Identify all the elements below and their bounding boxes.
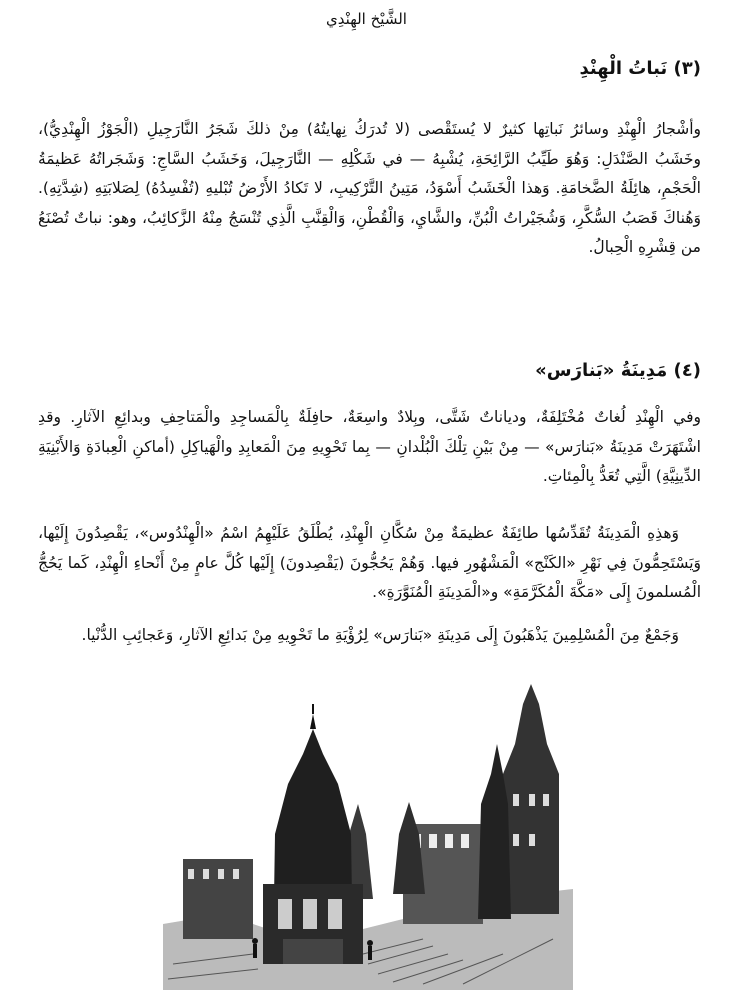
section-title-plants: (٣) نَباتُ الْهِنْدِ [579,58,701,79]
paragraph-plants: وأشْجارُ الْهِنْدِ وسائرُ نَباتِها كثيرٌ لا يُستَقْصى (لا تُدرَكُ نِهايتُهُ) مِنْ ذلكَ شَجَرُ النَّارَجِيلِ (الْجَوْزُ الْهِنْدِيُّ)، وخَشَبُ الصَّنْدَلِ: وَهُوَ طَيِّبُ الرَّائِحَةِ، يُشْبِهُ — في شَكْلِهِ — النَّارَجِيلَ، وَخَشَبُ السَّاجِ: وَشَجَراتُهُ عَظيمَةُ الْحَجْمِ، هائِلَةُ الضَّخامَةِ. وَهذا الْخَشَبُ أَسْوَدُ، مَتِينُ التَّرْكِيبِ، لا تَكادُ الأَرْضُ تُبْليهِ (تُفْسِدُهُ) لِصَلابَتِهِ (شِدَّتِهِ). وَهُناكَ قَصَبُ السُّكَّرِ، وَشُجَيْراتُ الْبُنِّ، والشَّايِ، وَالْقُطْنِ، وَالْقِنَّبِ الَّذِي تُنْسَجُ مِنْهُ الزَّكائِبُ، وهو: نباتٌ تُصْنَعُ من قِشْرِهِ الْحِبالُ. [38,120,701,256]
section-title-benares: (٤) مَدِينَةُ «بَنارَس» [535,360,701,381]
paragraph-benares-1: وفي الْهِنْدِ لُغاتٌ مُخْتَلِفَةٌ، ودياناتٌ شَتَّى، وبِلادٌ واسِعَةٌ، حافِلَةٌ بِالْمَساجِدِ والْمَتاحِفِ وبدائِعِ الآثارِ. وقدِ اشْتَهَرَتْ مَدِينَةُ «بَنارَس» — مِنْ بَيْنِ تِلْكَ الْبُلْدانِ — بِما تَحْوِيهِ مِنَ الْمَعابِدِ والْهَياكِلِ (أماكنِ الْعِبادَةِ وَالأَبْنِيَةِ الدِّينِيَّةِ) الَّتِي تُعَدُّ بِالْمِئاتِ. [38,408,701,485]
paragraph-benares-2: وَهذِهِ الْمَدِينَةُ تُقَدِّسُها طائِفَةٌ عظيمَةٌ مِنْ سُكَّانِ الْهِنْدِ، يُطْلَقُ عَلَيْهِمُ اسْمُ «الْهِنْدُوس»، يَقْصِدُونَ إِلَيْها، وَيَسْتَحِمُّونَ فِي نَهْرِ «الكَنْج» الْمَشْهُورِ فيها. وَهُمْ يَحُجُّونَ (يَقْصِدونَ) إِلَيْها كُلَّ عامٍ مِنْ أَنْحاءِ الْهِنْدِ، كَما يَحُجُّ الْمُسلمونَ إِلَى «مَكَّةَ الْمُكَرَّمَةِ» و«الْمَدِينَةِ الْمُنَوَّرَةِ». [38,524,701,601]
benares-temples-illustration [163,684,573,990]
running-head: الشَّيْخ الهِنْدِي [326,10,407,28]
paragraph-benares-3: وَجَمْعٌ مِنَ الْمُسْلِمِينَ يَذْهَبُونَ إِلَى مَدِينَةِ «بَنارَس» لِرُؤْيَةِ ما تَحْوِيهِ مِنْ بَدائِعِ الآثارِ، وَعَجائِبِ الدُّنْيا. [81,626,679,644]
